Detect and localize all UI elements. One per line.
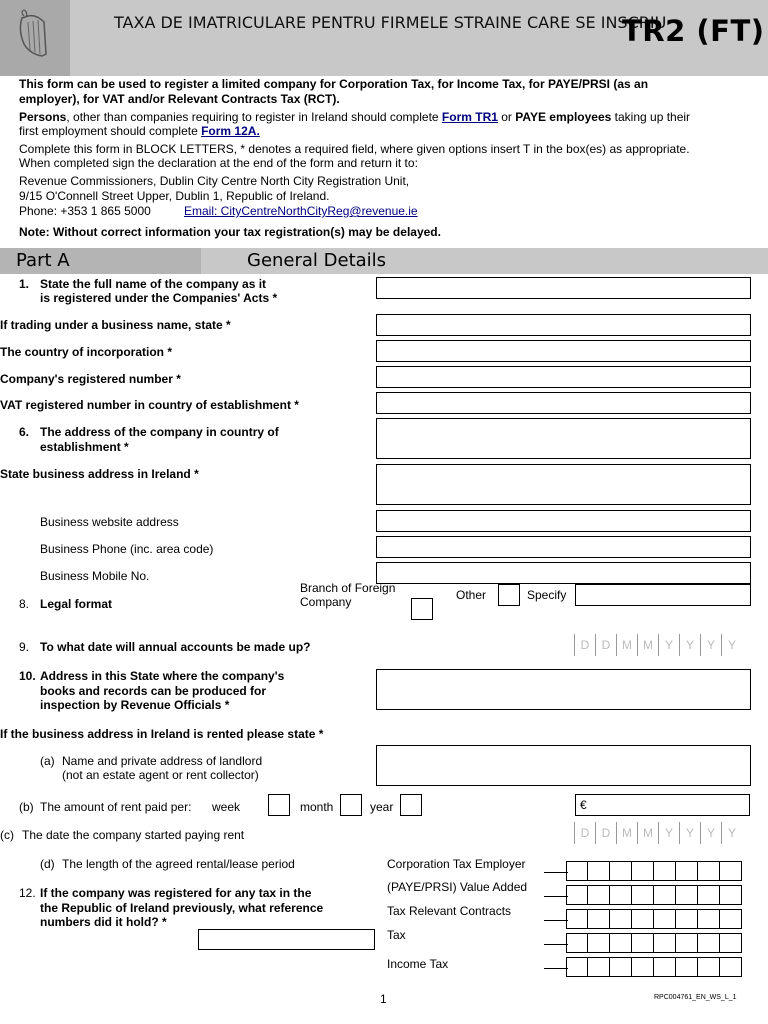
grid-cell xyxy=(566,885,588,905)
q7-label: State business address in Ireland * xyxy=(0,467,199,481)
grid-cell xyxy=(698,885,720,905)
q10-label-line2: books and records can be produced for xyxy=(40,684,267,698)
grid-leader xyxy=(544,872,568,873)
registered-number-field[interactable] xyxy=(376,366,751,388)
q11d-number: (d) xyxy=(40,857,55,871)
mobile-field[interactable] xyxy=(376,562,751,584)
date-cell: D xyxy=(574,822,595,844)
intro-note: Note: Without correct information your tax registration(s) may be delayed. xyxy=(19,225,441,239)
harp-icon xyxy=(0,0,70,76)
q3-label: The country of incorporation * xyxy=(0,345,173,359)
grid-cell xyxy=(632,885,654,905)
q10-label-line3: inspection by Revenue Officials * xyxy=(40,698,230,712)
grid-cell xyxy=(588,885,610,905)
vat-number-field[interactable] xyxy=(376,392,751,414)
q11a-label-line2: (not an estate agent or rent collector) xyxy=(62,768,259,782)
branch-label-line1: Branch of Foreign xyxy=(300,581,396,595)
grid-cell xyxy=(632,933,654,953)
q11c-label: The date the company started paying rent xyxy=(22,828,245,842)
date-cell: M xyxy=(637,822,658,844)
intro-paye-text: taking up their xyxy=(611,110,691,124)
intro-persons-line2 xyxy=(19,124,260,139)
grid-cell xyxy=(566,861,588,881)
website-field[interactable] xyxy=(376,510,751,532)
q6-label-line2: establishment * xyxy=(40,440,129,454)
q5-label: VAT registered number in country of establishment * xyxy=(0,398,299,412)
grid-cell xyxy=(698,909,720,929)
corporation-tax-ref-grid[interactable] xyxy=(566,861,742,881)
date-cell: Y xyxy=(679,822,700,844)
grid-leader xyxy=(544,968,568,969)
grid-leader xyxy=(544,920,568,921)
establishment-address-field[interactable] xyxy=(376,418,751,459)
month-label: month xyxy=(300,800,334,814)
date-cell: M xyxy=(637,634,658,656)
date-cell: D xyxy=(595,634,616,656)
accounts-date-field[interactable] xyxy=(574,634,742,656)
grid-cell xyxy=(698,861,720,881)
date-cell: Y xyxy=(721,822,742,844)
other-label: Other xyxy=(456,588,487,602)
grid-cell xyxy=(676,861,698,881)
tax-label: Tax xyxy=(387,928,406,942)
grid-cell xyxy=(654,861,676,881)
q10-label-line1: Address in this State where the company's xyxy=(40,669,285,683)
q9-label: To what date will annual accounts be made up? xyxy=(40,640,311,654)
intro-or-text: or xyxy=(497,110,516,124)
relevant-contracts-label: Tax Relevant Contracts xyxy=(387,904,512,918)
part-a-label: Part A xyxy=(16,250,70,271)
q1-number: 1. xyxy=(19,277,30,291)
q11a-label-line1: Name and private address of landlord xyxy=(62,754,263,768)
q11a-number: (a) xyxy=(40,754,55,768)
grid-cell xyxy=(588,909,610,929)
intro-paye-bold: PAYE employees xyxy=(515,110,612,124)
branch-label-line2: Company xyxy=(300,595,352,609)
intro-purpose-line1: This form can be used to register a limited company for Corporation Tax, for Income Tax, for PAYE/PRSI (as an xyxy=(19,77,649,91)
q11b-label: The amount of rent paid per: xyxy=(40,800,192,814)
grid-cell xyxy=(676,933,698,953)
phone-label: Business Phone (inc. area code) xyxy=(40,542,214,556)
grid-cell xyxy=(720,909,742,929)
year-checkbox[interactable] xyxy=(400,794,422,816)
q12-label-line2: the Republic of Ireland previously, what reference xyxy=(40,901,324,915)
q2-label: If trading under a business name, state * xyxy=(0,318,231,332)
q12-label-line1: If the company was registered for any tax in the xyxy=(40,886,312,900)
grid-cell xyxy=(676,885,698,905)
grid-cell xyxy=(698,957,720,977)
vat-ref-grid[interactable] xyxy=(566,909,742,929)
grid-cell xyxy=(588,861,610,881)
week-checkbox[interactable] xyxy=(268,794,290,816)
grid-cell xyxy=(610,909,632,929)
grid-cell xyxy=(632,909,654,929)
grid-cell xyxy=(610,885,632,905)
q10-number: 10. xyxy=(19,669,36,683)
grid-cell xyxy=(610,957,632,977)
date-cell: D xyxy=(595,822,616,844)
intro-purpose-line2: employer), for VAT and/or Relevant Contracts Tax (RCT). xyxy=(19,92,340,106)
q12-number: 12. xyxy=(19,886,36,900)
q9-number: 9. xyxy=(19,640,30,654)
grid-cell xyxy=(654,933,676,953)
q4-label: Company's registered number * xyxy=(0,372,181,386)
country-incorporation-field[interactable] xyxy=(376,340,751,362)
grid-leader xyxy=(544,944,568,945)
grid-cell xyxy=(720,933,742,953)
grid-cell xyxy=(654,909,676,929)
q11d-label: The length of the agreed rental/lease period xyxy=(62,857,295,871)
phone-field[interactable] xyxy=(376,536,751,558)
q12-label-line3: numbers did it hold? * xyxy=(40,915,167,929)
q11b-number: (b) xyxy=(19,800,34,814)
specify-label: Specify xyxy=(527,588,567,602)
previous-reference-field[interactable] xyxy=(198,929,375,950)
branch-checkbox[interactable] xyxy=(411,598,433,620)
business-name-field[interactable] xyxy=(376,314,751,336)
grid-cell xyxy=(720,861,742,881)
company-name-field[interactable] xyxy=(376,277,751,299)
q6-number: 6. xyxy=(19,425,30,439)
revenue-logo xyxy=(0,0,70,76)
grid-cell xyxy=(654,885,676,905)
landlord-address-field[interactable] xyxy=(376,745,751,786)
date-cell: Y xyxy=(679,634,700,656)
paye-prsi-label: (PAYE/PRSI) Value Added xyxy=(387,880,528,894)
intro-instructions-line1: Complete this form in BLOCK LETTERS, * denotes a required field, where given options insert T in the box(es) as appropriate. xyxy=(19,142,690,156)
intro-instructions-line2: When completed sign the declaration at the end of the form and return it to: xyxy=(19,156,418,170)
q11-label: If the business address in Ireland is rented please state * xyxy=(0,727,324,741)
grid-cell xyxy=(654,957,676,977)
form-header-title: TAXA DE IMATRICULARE PENTRU FIRMELE STRAINE CARE SE INSCRIU xyxy=(114,13,667,32)
grid-cell xyxy=(566,909,588,929)
month-checkbox[interactable] xyxy=(340,794,362,816)
intro-persons-bold: Persons xyxy=(19,110,67,124)
grid-cell xyxy=(676,957,698,977)
intro-persons-text: , other than companies requiring to register in Ireland should complete xyxy=(66,110,442,124)
intro-address-line1: Revenue Commissioners, Dublin City Centre North City Registration Unit, xyxy=(19,174,410,188)
grid-cell xyxy=(610,933,632,953)
grid-cell xyxy=(566,957,588,977)
grid-cell xyxy=(566,933,588,953)
intro-persons-line1 xyxy=(19,110,690,125)
irish-business-address-field[interactable] xyxy=(376,464,751,505)
date-cell: D xyxy=(574,634,595,656)
q8-label: Legal format xyxy=(40,597,113,611)
form-code: TR2 (FT) xyxy=(622,14,765,48)
euro-symbol: € xyxy=(580,798,587,812)
date-cell: M xyxy=(616,634,637,656)
intro-phone: Phone: +353 1 865 5000 xyxy=(19,204,151,218)
grid-cell xyxy=(676,909,698,929)
date-cell: Y xyxy=(700,634,721,656)
grid-cell xyxy=(588,957,610,977)
corporation-tax-label: Corporation Tax Employer xyxy=(387,857,526,871)
paye-prsi-ref-grid[interactable] xyxy=(566,885,742,905)
income-tax-label: Income Tax xyxy=(387,957,449,971)
grid-cell xyxy=(720,957,742,977)
grid-cell xyxy=(720,885,742,905)
grid-cell xyxy=(588,933,610,953)
q1-label-line2: is registered under the Companies' Acts * xyxy=(40,291,278,305)
rct-ref-grid[interactable] xyxy=(566,933,742,953)
q11c-number: (c) xyxy=(0,828,14,842)
q6-label-line1: The address of the company in country of xyxy=(40,425,279,439)
form-reference-code: RPC004761_EN_WS_L_1 xyxy=(654,994,737,1001)
form-tr1-link[interactable]: Form TR1 xyxy=(441,110,498,124)
year-label: year xyxy=(370,800,394,814)
rent-start-date-field[interactable] xyxy=(574,822,742,844)
q8-number: 8. xyxy=(19,597,30,611)
income-tax-ref-grid[interactable] xyxy=(566,957,742,977)
date-cell: Y xyxy=(700,822,721,844)
grid-cell xyxy=(610,861,632,881)
page-number: 1 xyxy=(380,992,387,1006)
grid-cell xyxy=(632,861,654,881)
books-records-address-field[interactable] xyxy=(376,669,751,710)
date-cell: Y xyxy=(658,822,679,844)
q1-label-line1: State the full name of the company as it xyxy=(40,277,267,291)
mobile-label: Business Mobile No. xyxy=(40,569,150,583)
specify-field[interactable] xyxy=(575,584,751,606)
date-cell: Y xyxy=(721,634,742,656)
intro-email-link[interactable]: Email: CityCentreNorthCityReg@revenue.ie xyxy=(184,204,418,218)
part-a-title: General Details xyxy=(247,250,387,271)
grid-leader xyxy=(544,896,568,897)
rent-amount-field[interactable] xyxy=(575,794,750,816)
intro-address-line2: 9/15 O'Connell Street Upper, Dublin 1, Republic of Ireland. xyxy=(19,189,330,203)
week-label: week xyxy=(212,800,241,814)
grid-cell xyxy=(632,957,654,977)
date-cell: Y xyxy=(658,634,679,656)
grid-cell xyxy=(698,933,720,953)
other-checkbox[interactable] xyxy=(498,584,520,606)
website-label: Business website address xyxy=(40,515,179,529)
date-cell: M xyxy=(616,822,637,844)
form-12a-link[interactable]: Form 12A. xyxy=(201,124,260,138)
intro-first-employment: first employment should complete xyxy=(19,124,202,138)
